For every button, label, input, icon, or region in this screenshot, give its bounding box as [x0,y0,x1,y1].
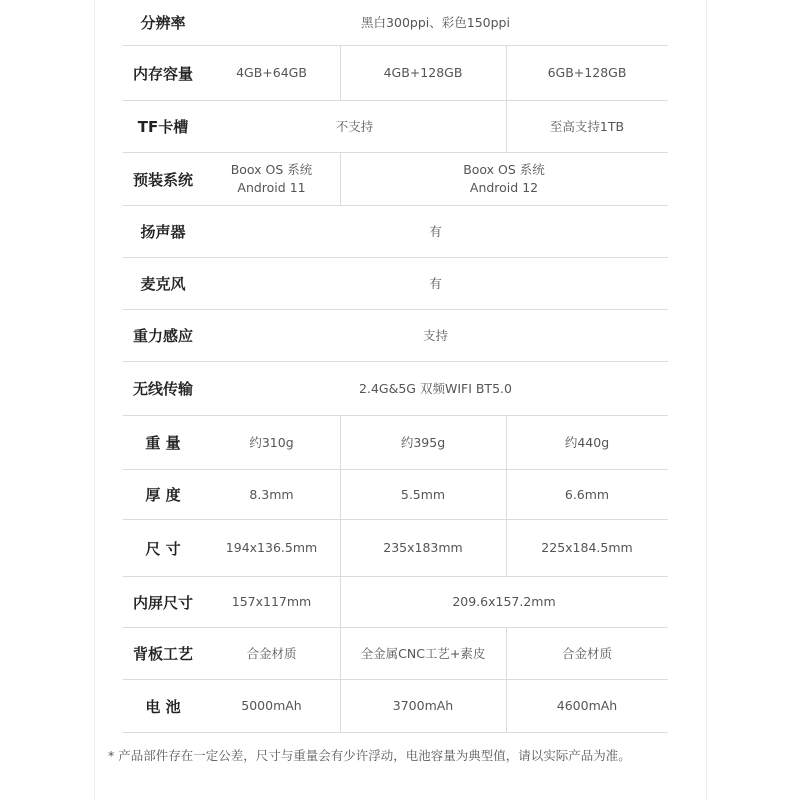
spec-label: TF卡槽 [137,118,189,136]
spec-value: 约310g [249,434,294,450]
spec-row [123,258,668,310]
spec-label: 重力感应 [132,327,193,345]
cell-divider [340,153,341,205]
spec-row [123,0,668,46]
spec-value: 全金属CNC工艺+素皮 [360,645,486,661]
spec-value: 6.6mm [564,486,610,502]
spec-label: 厚 度 [145,486,181,504]
spec-value: 约440g [564,434,610,450]
footnote: * 产品部件存在一定公差，尺寸与重量会有少许浮动，电池容量为典型值，请以实际产品为准。 [108,748,631,763]
spec-label: 内屏尺寸 [132,593,193,612]
spec-value: 黑白300ppi、彩色150ppi [361,14,510,30]
spec-value: 5.5mm [400,486,446,502]
spec-value: 有 [429,275,442,291]
cell-divider [340,470,341,519]
cell-divider [340,577,341,627]
spec-row [123,101,668,153]
spec-value: 225x184.5mm [541,540,633,555]
spec-value [340,153,668,205]
spec-value: 合金材质 [561,645,612,661]
cell-divider [506,470,507,519]
spec-label: 内存容量 [132,64,193,83]
cell-divider [506,520,507,576]
spec-row [123,206,668,258]
spec-value: 约395g [400,434,446,450]
spec-label: 扬声器 [140,223,186,241]
spec-label: 分辨率 [140,14,186,32]
spec-value: 2.4G&5G 双频WIFI BT5.0 [359,380,512,396]
spec-value: 235x183mm [383,540,463,555]
cell-divider [506,628,507,679]
spec-value: 4GB+128GB [383,65,463,80]
spec-value-line: Android 12 [469,180,539,195]
cell-divider [340,680,341,732]
cell-divider [506,416,507,469]
spec-row [123,153,668,206]
spec-label: 尺 寸 [145,539,181,558]
spec-row [123,628,668,680]
spec-value-line: Android 11 [237,180,306,195]
spec-label: 预装系统 [132,170,193,189]
spec-row [123,577,668,628]
spec-value: 209.6x157.2mm [452,594,556,609]
spec-row [123,46,668,101]
spec-value: 至高支持1TB [549,118,625,134]
spec-row [123,310,668,362]
spec-value: 不支持 [335,118,374,134]
cell-divider [506,101,507,152]
cell-divider [340,520,341,576]
spec-row [123,470,668,520]
cell-divider [506,680,507,732]
spec-value: 3700mAh [392,698,454,713]
spec-value-line: Boox OS 系统 [230,162,313,177]
cell-divider [340,628,341,679]
spec-value: 194x136.5mm [225,540,318,555]
spec-row [123,680,668,733]
spec-value: 8.3mm [249,486,294,502]
spec-label: 无线传输 [132,380,193,398]
spec-row [123,520,668,577]
spec-value: 4600mAh [556,698,618,713]
spec-value [203,153,340,205]
spec-value: 支持 [422,327,448,343]
spec-label: 重 量 [145,434,181,452]
spec-value: 157x117mm [231,594,312,609]
spec-value: 5000mAh [241,698,302,713]
spec-row [123,362,668,416]
spec-value: 4GB+64GB [236,65,307,80]
cell-divider [340,416,341,469]
spec-value: 合金材质 [246,645,297,661]
cell-divider [340,46,341,100]
spec-value-line: Boox OS 系统 [463,162,545,177]
sheet-edge-left [94,0,95,800]
spec-label: 电 池 [145,697,181,716]
spec-label: 麦克风 [140,275,186,293]
spec-label: 背板工艺 [132,645,193,663]
spec-row [123,416,668,470]
cell-divider [506,46,507,100]
spec-value: 6GB+128GB [547,65,627,80]
sheet-edge-right [706,0,707,800]
spec-value: 有 [429,223,442,239]
